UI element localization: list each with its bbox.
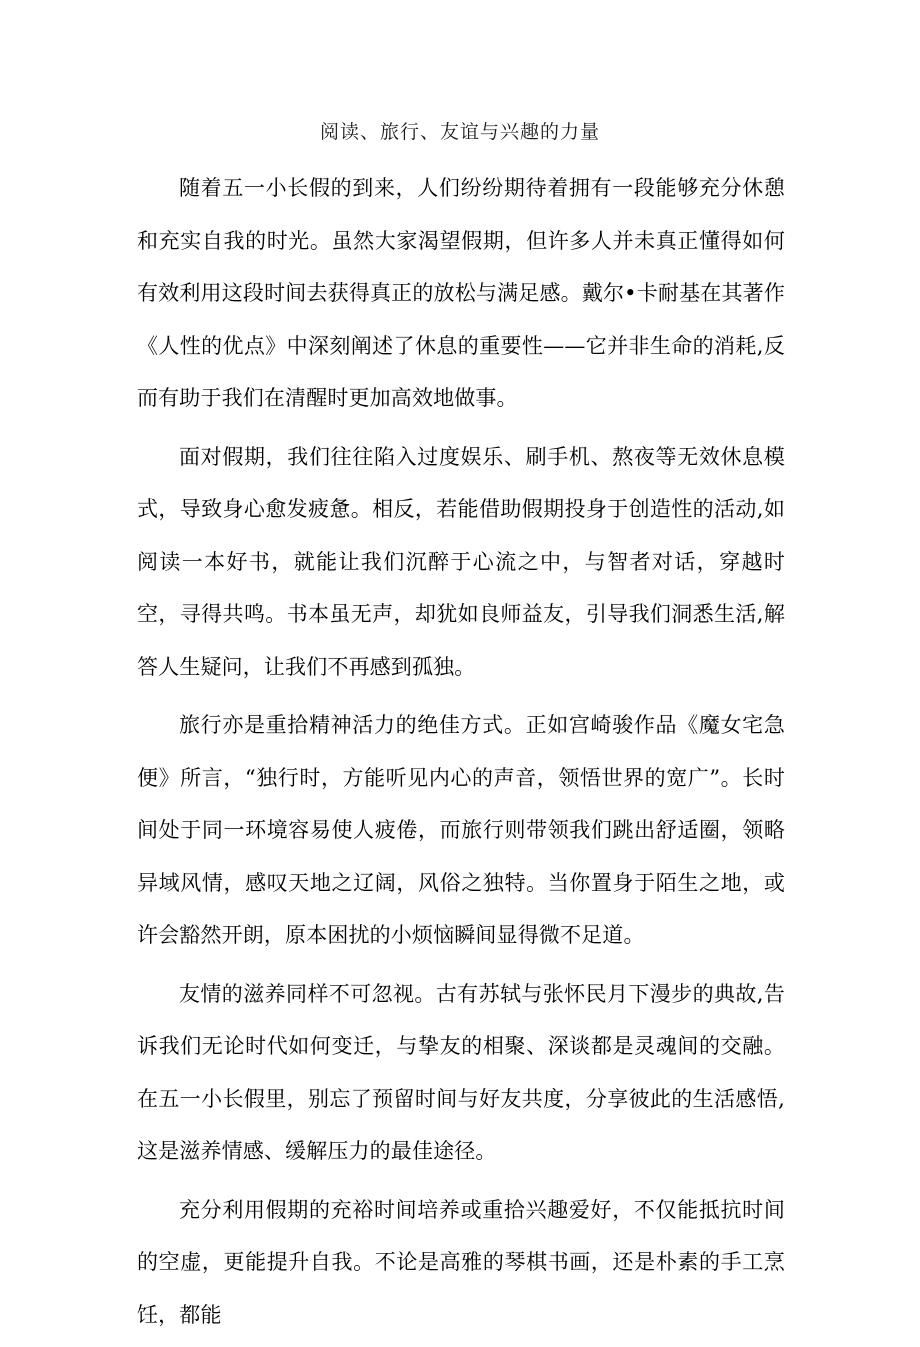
document-body [137, 162, 785, 1347]
paragraph-travel: 旅行亦是重拾精神活力的绝佳方式。正如宫崎骏作品《魔女宅急便》所言，“独行时，方能听见内心的声音，领悟世界的宽广”。长时间处于同一环境容易使人疲倦，而旅行则带领我们跳出舒适圈，领略异域风情，感叹天地之辽阔，风俗之独特。当你置身于陌生之地，或许会豁然开朗，原本困扰的小烦恼瞬间显得微不足道。 [137, 713, 785, 947]
paragraph-hobbies: 充分利用假期的充裕时间培养或重拾兴趣爱好，不仅能抵抗时间的空虚，更能提升自我。不论是高雅的琴棋书画，还是朴素的手工烹饪，都能 [137, 1197, 785, 1327]
paragraph-reading: 面对假期，我们往往陷入过度娱乐、刷手机、熬夜等无效休息模式，导致身心愈发疲惫。相反，若能借助假期投身于创造性的活动,如阅读一本好书，就能让我们沉醉于心流之中，与智者对话，穿越时空，寻得共鸣。书本虽无声，却犹如良师益友，引导我们洞悉生活,解答人生疑问，让我们不再感到孤独。 [137, 444, 785, 679]
paragraph-rest: 随着五一小长假的到来，人们纷纷期待着拥有一段能够充分休憩和充实自我的时光。虽然大家渴望假期，但许多人并未真正懂得如何有效利用这段时间去获得真正的放松与满足感。戴尔•卡耐基在其著作《人性的优点》中深刻阐述了休息的重要性——它并非生命的消耗,反而有助于我们在清醒时更加高效地做事。 [137, 176, 785, 410]
document-title: 阅读、旅行、友谊与兴趣的力量 [319, 121, 600, 143]
paragraph-friendship: 友情的滋养同样不可忽视。古有苏轼与张怀民月下漫步的典故,告诉我们无论时代如何变迁，与挚友的相聚、深谈都是灵魂间的交融。在五一小长假里，别忘了预留时间与好友共度，分享彼此的生活感悟,这是滋养情感、缓解压力的最佳途径。 [137, 981, 785, 1163]
